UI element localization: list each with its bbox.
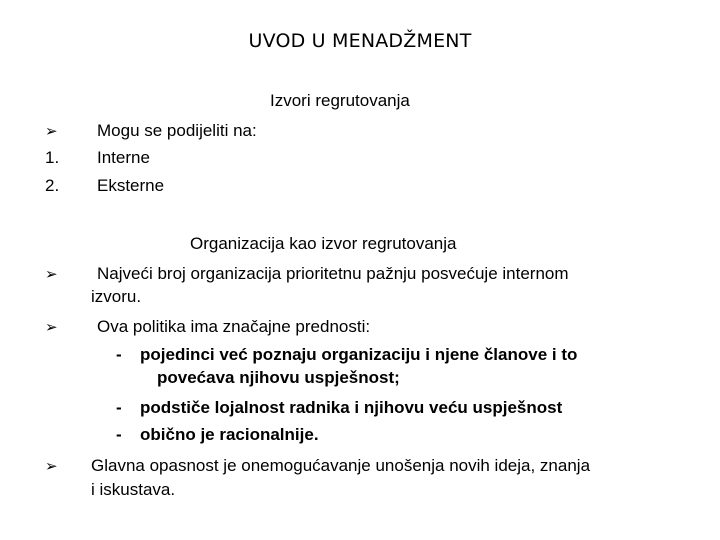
arrowhead-bullet-icon: ➢ — [45, 457, 58, 475]
list-marker-2: 2. — [45, 176, 60, 195]
subitem3-line1: obično je racionalnije. — [140, 425, 319, 444]
subitem1-dash: - — [116, 345, 122, 364]
subitem2-line1: podstiče lojalnost radnika i njihovu veću uspješnost — [140, 398, 563, 417]
section1-heading: Izvori regrutovanja — [270, 91, 410, 110]
bullet3-line2: i iskustava. — [91, 480, 176, 499]
arrowhead-bullet-icon: ➢ — [45, 265, 58, 283]
arrowhead-bullet-icon: ➢ — [45, 318, 58, 336]
section2-heading: Organizacija kao izvor regrutovanja — [190, 234, 457, 253]
bullet1-line1: Najveći broj organizacija prioritetnu pažnju posvećuje internom — [97, 264, 569, 283]
subitem1-line1: pojedinci već poznaju organizaciju i njene članove i to — [140, 345, 578, 364]
slide-title: UVOD U MENADŽMENT — [248, 30, 472, 52]
list-item-interne: Interne — [97, 148, 150, 167]
bullet1-line2: izvoru. — [91, 287, 142, 306]
bullet3-line1: Glavna opasnost je onemogućavanje unošenja novih ideja, znanja — [91, 456, 591, 475]
list-item-eksterne: Eksterne — [97, 176, 165, 195]
bullet2-text: Ova politika ima značajne prednosti: — [97, 317, 371, 336]
subitem2-dash: - — [116, 398, 122, 417]
subitem1-line2: povećava njihovu uspješnost; — [157, 368, 400, 387]
list-marker-1: 1. — [45, 148, 60, 167]
subitem3-dash: - — [116, 425, 122, 444]
section1-intro: Mogu se podijeliti na: — [97, 121, 257, 140]
arrowhead-bullet-icon: ➢ — [45, 122, 58, 140]
